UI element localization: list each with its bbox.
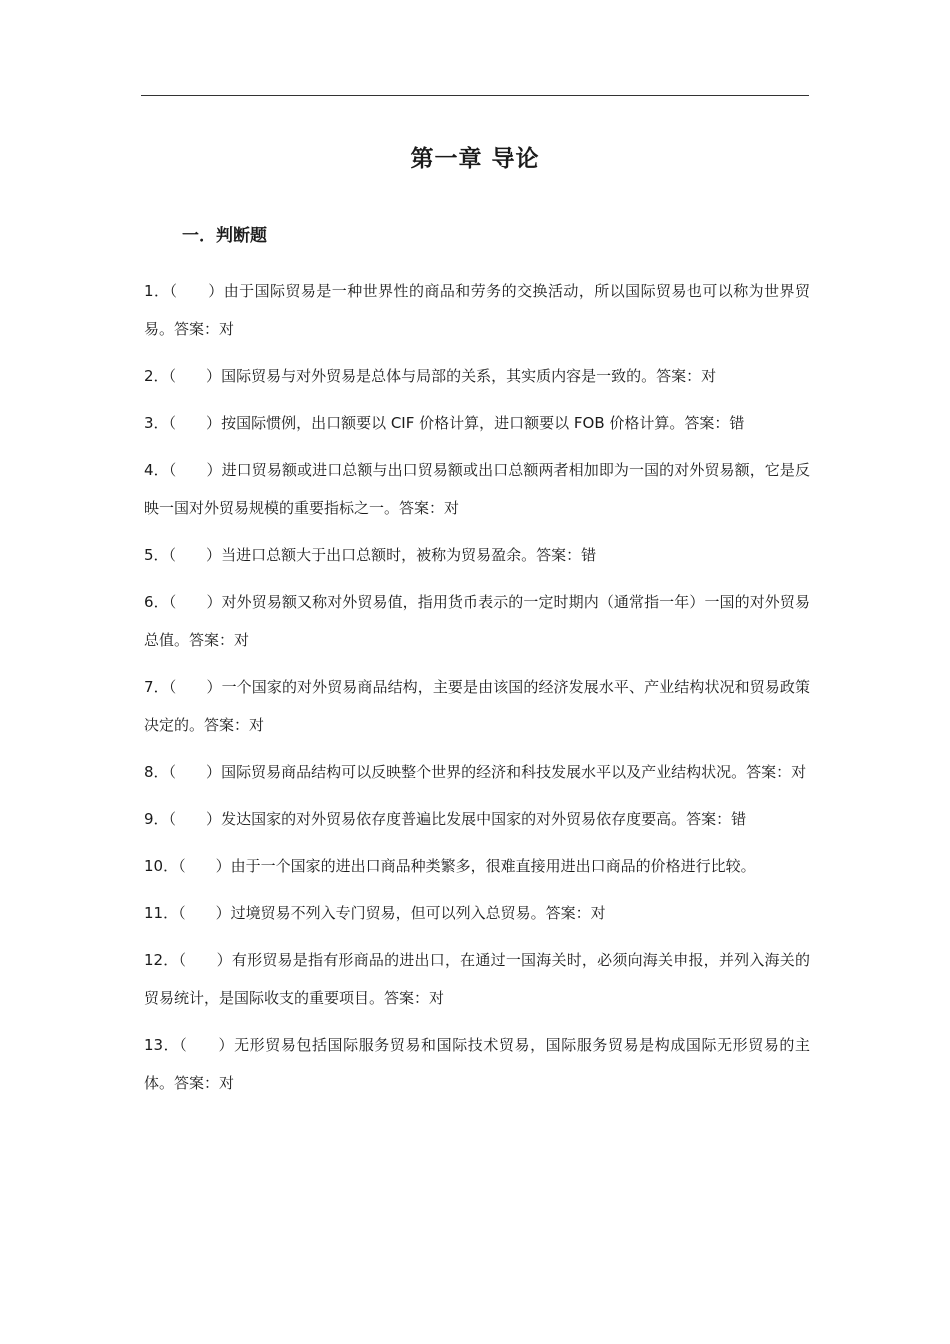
question-number: 9． [144,810,169,828]
answer-label: 答案： [384,989,430,1007]
answer-value: 错 [731,810,747,828]
question-item [144,847,810,885]
answer-value: 对 [429,989,445,1007]
answer-blank: （ ） [178,904,231,922]
answer-label: 答案： [545,904,591,922]
question-number: 3． [144,414,169,432]
answer-value: 对 [234,631,250,649]
question-text: 按国际惯例，出口额要以 CIF 价格计算，进口额要以 FOB 价格计算。 [221,414,685,432]
answer-label: 答案： [536,546,582,564]
question-number: 2． [144,367,169,385]
question-number: 10． [144,857,179,875]
answer-blank: （ ） [168,678,222,696]
question-number: 7． [144,678,169,696]
question-item [144,668,810,744]
answer-blank: （ ） [168,546,222,564]
question-text: 国际贸易与对外贸易是总体与局部的关系，其实质内容是一致的。 [221,367,657,385]
question-item [144,1026,810,1102]
question-item [144,941,810,1017]
answer-label: 答案： [399,499,445,517]
question-text: 过境贸易不列入专门贸易，但可以列入总贸易。 [230,904,546,922]
answer-blank: （ ） [168,593,222,611]
answer-value: 对 [701,367,717,385]
question-number: 12． [144,951,179,969]
question-text: 由于国际贸易是一种世界性的商品和劳务的交换活动，所以国际贸易也可以称为世界贸易。 [144,282,810,338]
question-item [144,404,810,442]
question-text: 进口贸易额或进口总额与出口贸易额或出口总额两者相加即为一国的对外贸易额，它是反映一国对外贸易规模的重要指标之一。 [144,461,810,517]
question-text: 有形贸易是指有形商品的进出口，在通过一国海关时，必须向海关申报，并列入海关的贸易统计，是国际收支的重要项目。 [144,951,810,1007]
answer-value: 对 [219,320,235,338]
answer-label: 答案： [204,716,250,734]
answer-value: 错 [729,414,745,432]
question-item [144,272,810,348]
question-item [144,583,810,659]
answer-blank: （ ） [178,951,232,969]
answer-label: 答案： [656,367,702,385]
question-text: 一个国家的对外贸易商品结构，主要是由该国的经济发展水平、产业结构状况和贸易政策决定的。 [144,678,810,734]
answer-label: 答案： [174,320,220,338]
answer-blank: （ ） [168,461,222,479]
question-number: 8． [144,763,169,781]
answer-blank: （ ） [168,810,222,828]
answer-label: 答案： [189,631,235,649]
header-rule [141,95,809,96]
question-number: 11． [144,904,179,922]
question-text: 对外贸易额又称对外贸易值，指用货币表示的一定时期内（通常指一年）一国的对外贸易总值。 [144,593,810,649]
answer-value: 对 [219,1074,235,1092]
answer-blank: （ ） [179,1036,235,1054]
question-item [144,536,810,574]
answer-label: 答案： [746,763,792,781]
answer-blank: （ ） [178,857,231,875]
chapter-title: 第一章 导论 [410,146,540,172]
answer-label: 答案： [686,810,732,828]
answer-value: 对 [791,763,807,781]
answer-blank: （ ） [168,763,222,781]
answer-value: 对 [590,904,606,922]
answer-value: 对 [444,499,460,517]
question-number: 4． [144,461,169,479]
answer-blank: （ ） [169,282,224,300]
answer-blank: （ ） [168,414,222,432]
question-number: 13． [144,1036,180,1054]
question-text: 当进口总额大于出口总额时，被称为贸易盈余。 [221,546,537,564]
question-item [144,800,810,838]
question-number: 1． [144,282,170,300]
answer-label: 答案： [174,1074,220,1092]
question-list [144,272,810,1111]
question-text: 由于一个国家的进出口商品种类繁多，很难直接用进出口商品的价格进行比较。 [230,857,756,875]
question-number: 5． [144,546,169,564]
section-heading: 一．判断题 [182,226,267,246]
answer-value: 错 [581,546,597,564]
answer-blank: （ ） [168,367,222,385]
question-number: 6． [144,593,169,611]
question-text: 国际贸易商品结构可以反映整个世界的经济和科技发展水平以及产业结构状况。 [221,763,747,781]
question-item [144,894,810,932]
question-item [144,357,810,395]
answer-value: 对 [249,716,265,734]
question-item [144,753,810,791]
question-text: 发达国家的对外贸易依存度普遍比发展中国家的对外贸易依存度要高。 [221,810,687,828]
question-text: 无形贸易包括国际服务贸易和国际技术贸易，国际服务贸易是构成国际无形贸易的主体。 [144,1036,810,1092]
answer-label: 答案： [684,414,730,432]
question-item [144,451,810,527]
